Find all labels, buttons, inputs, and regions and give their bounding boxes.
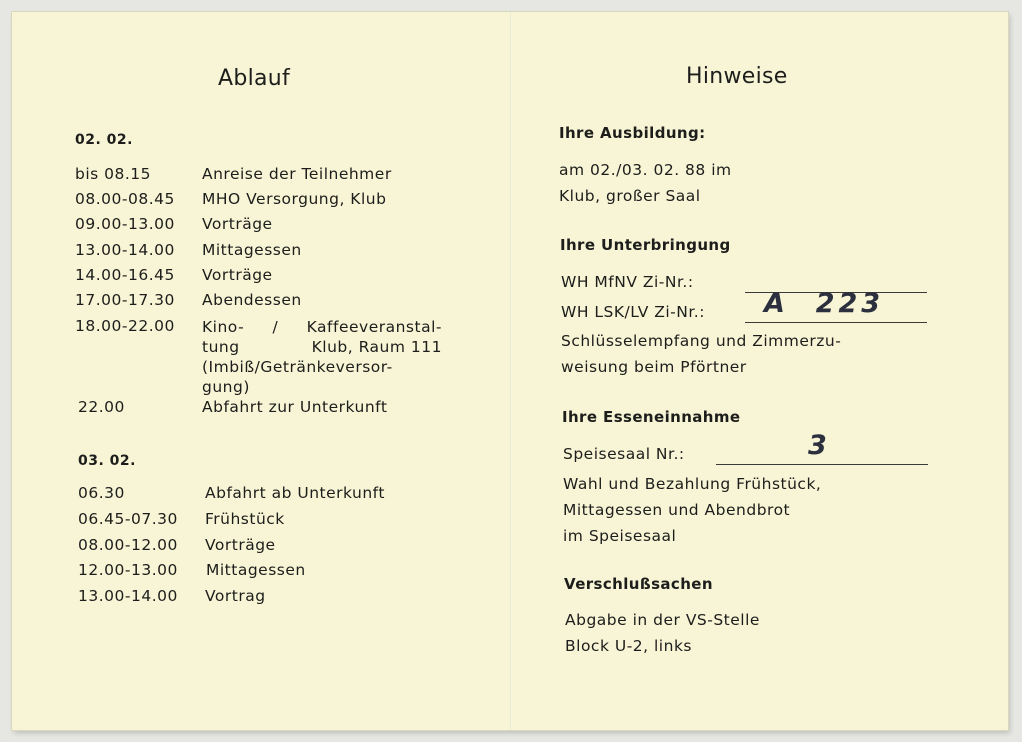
lodging-text: [561, 328, 841, 380]
dining-hall-line: [716, 464, 928, 465]
activity-text: tung: [202, 338, 240, 356]
schedule-activity: Vorträge: [202, 266, 273, 284]
text-line: Block U-2, links: [565, 637, 692, 655]
schedule-activity: Frühstück: [205, 510, 285, 528]
activity-text: gung): [202, 378, 250, 396]
schedule-activity: Anreise der Teilnehmer: [202, 165, 392, 183]
text-line: Klub, großer Saal: [559, 187, 701, 205]
schedule-title: Ablauf: [218, 66, 291, 91]
activity-text: Kaffeeveranstal-: [306, 318, 442, 336]
schedule-time: 08.00-08.45: [75, 190, 175, 208]
meals-heading: Ihre Esseneinnahme: [562, 408, 741, 426]
schedule-time: 13.00-14.00: [75, 241, 175, 259]
schedule-time: bis 08.15: [75, 165, 152, 183]
day-label: 02. 02.: [75, 132, 133, 148]
schedule-panel: [12, 12, 510, 730]
text-line: Abgabe in der VS-Stelle: [565, 611, 760, 629]
schedule-activity: MHO Versorgung, Klub: [202, 190, 387, 208]
meals-text: [563, 471, 821, 549]
lsk-room-value: A 223: [764, 288, 885, 319]
schedule-time: 09.00-13.00: [75, 215, 175, 233]
classified-text: [565, 607, 760, 659]
dining-hall-label: Speisesaal Nr.:: [563, 445, 685, 463]
text-line: Schlüsselempfang und Zimmerzu-: [561, 332, 842, 350]
schedule-time: 08.00-12.00: [78, 536, 178, 554]
schedule-activity: Mittagessen: [202, 241, 302, 259]
text-line: Mittagessen und Abendbrot: [563, 501, 791, 519]
training-text: [559, 157, 732, 209]
notes-panel: [512, 12, 1008, 730]
training-heading: Ihre Ausbildung:: [559, 124, 706, 142]
day-label: 03. 02.: [78, 453, 136, 469]
text-line: im Speisesaal: [563, 527, 677, 545]
schedule-activity: Vortrag: [205, 587, 266, 605]
schedule-activity: Abfahrt ab Unterkunft: [205, 484, 385, 502]
notes-title: Hinweise: [686, 64, 788, 89]
classified-heading: Verschlußsachen: [564, 575, 713, 593]
schedule-activity: Vorträge: [202, 215, 273, 233]
schedule-time: 12.00-13.00: [78, 561, 178, 579]
activity-text: Kino-: [202, 318, 245, 336]
schedule-time: 22.00: [78, 398, 125, 416]
lsk-label: WH LSK/LV Zi-Nr.:: [561, 303, 705, 321]
schedule-activity: Abendessen: [202, 291, 302, 309]
text-line: am 02./03. 02. 88 im: [559, 161, 732, 179]
program-card: [12, 12, 1008, 730]
schedule-time: 17.00-17.30: [75, 291, 175, 309]
text-line: weisung beim Pförtner: [561, 358, 747, 376]
schedule-time: 18.00-22.00: [75, 317, 175, 335]
lsk-room-line: [745, 322, 927, 323]
activity-text: Klub, Raum 111: [311, 338, 442, 356]
dining-hall-value: 3: [808, 430, 831, 461]
activity-text: /: [272, 318, 279, 336]
mfnv-label: WH MfNV Zi-Nr.:: [561, 273, 694, 291]
lodging-heading: Ihre Unterbringung: [560, 236, 731, 254]
schedule-time: 13.00-14.00: [78, 587, 178, 605]
schedule-activity: Mittagessen: [206, 561, 306, 579]
text-line: Wahl und Bezahlung Frühstück,: [563, 475, 822, 493]
schedule-time: 14.00-16.45: [75, 266, 175, 284]
schedule-activity: Abfahrt zur Unterkunft: [202, 398, 388, 416]
schedule-activity: [202, 317, 442, 397]
schedule-time: 06.30: [78, 484, 125, 502]
schedule-time: 06.45-07.30: [78, 510, 178, 528]
activity-text: (Imbiß/Getränkeversor-: [202, 358, 393, 376]
schedule-activity: Vorträge: [205, 536, 276, 554]
